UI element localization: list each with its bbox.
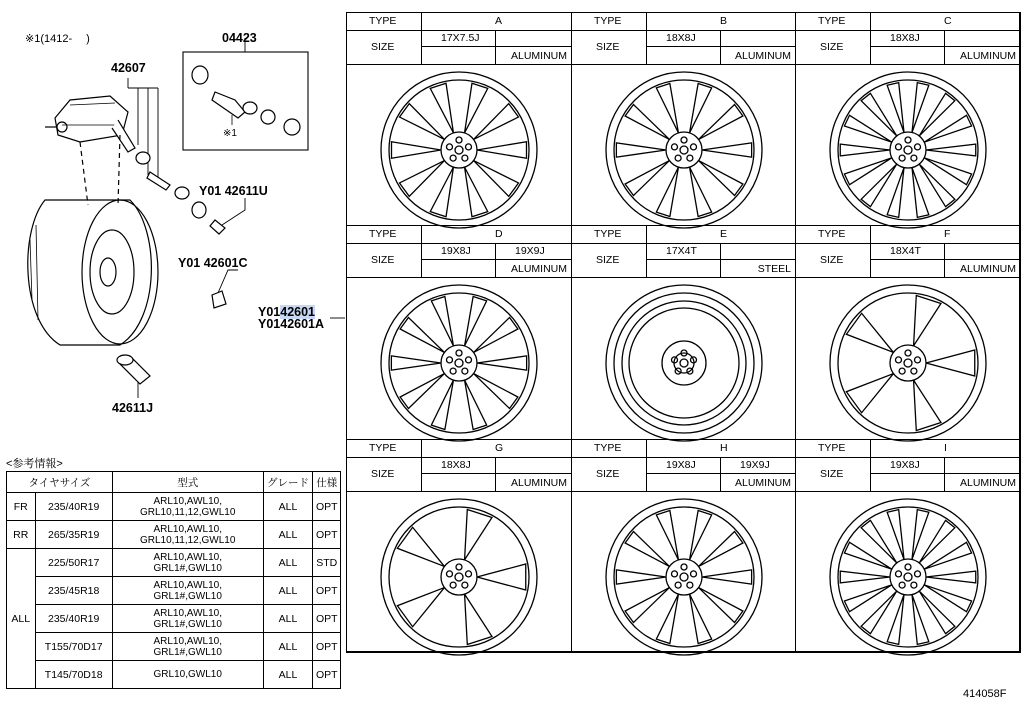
note-mark: ※1: [223, 128, 237, 139]
col-header: 仕様: [313, 472, 341, 493]
wheel-type-e[interactable]: [571, 225, 796, 440]
grade-cell: ALL: [263, 493, 313, 521]
position-cell: ALL: [7, 549, 36, 689]
spec-cell: OPT: [313, 633, 341, 661]
grade-cell: ALL: [263, 521, 313, 549]
type-header: TYPE: [369, 442, 397, 454]
size-value-1: 18X8J: [890, 32, 920, 44]
type-header: TYPE: [818, 228, 846, 240]
part-04423-label[interactable]: 04423: [222, 31, 257, 45]
model-cell: ARL10,AWL10, GRL1#,GWL10: [112, 605, 263, 633]
tire-size-cell: 235/40R19: [35, 493, 112, 521]
table-row: [7, 521, 341, 549]
part-42607-label[interactable]: 42607: [111, 61, 146, 75]
wheel-type-f[interactable]: [795, 225, 1021, 440]
tire-size-cell: T145/70D18: [35, 661, 112, 689]
type-value: C: [944, 15, 952, 27]
table-row: [7, 633, 341, 661]
size-value-1: 19X8J: [666, 459, 696, 471]
wheel-split-spoke-icon: [599, 492, 769, 662]
wheel-type-g[interactable]: [346, 439, 572, 653]
type-header: TYPE: [369, 228, 397, 240]
size-header: SIZE: [596, 41, 620, 53]
part-42601c-label[interactable]: Y01 42601C: [178, 256, 248, 270]
type-value: D: [495, 228, 503, 240]
valve-cap-icon: [212, 270, 238, 308]
wheel-type-grid: [346, 12, 1020, 652]
tire-icon: [28, 200, 158, 345]
size-header: SIZE: [596, 254, 620, 266]
wheel-type-c[interactable]: [795, 12, 1021, 226]
position-cell: FR: [7, 493, 36, 521]
parts-exploded-diagram: [0, 0, 345, 440]
model-cell: ARL10,AWL10, GRL10,11,12,GWL10: [112, 493, 263, 521]
material-label: ALUMINUM: [734, 477, 791, 489]
size-value-1: 19X8J: [890, 459, 920, 471]
wheel-type-d[interactable]: [346, 225, 572, 440]
col-header: タイヤサイズ: [7, 472, 113, 493]
model-cell: ARL10,AWL10, GRL1#,GWL10: [112, 549, 263, 577]
size-header: SIZE: [820, 468, 844, 480]
material-label: ALUMINUM: [510, 477, 567, 489]
wheel-5-spoke-icon: [823, 278, 993, 448]
type-value: I: [944, 442, 947, 454]
size-header: SIZE: [820, 254, 844, 266]
model-cell: ARL10,AWL10, GRL1#,GWL10: [112, 633, 263, 661]
size-value-1: 17X7.5J: [441, 32, 480, 44]
type-header: TYPE: [594, 15, 622, 27]
table-row: [7, 493, 341, 521]
size-value-1: 18X4T: [890, 245, 921, 257]
type-value: E: [720, 228, 728, 240]
type-value: F: [944, 228, 951, 240]
model-cell: ARL10,AWL10, GRL1#,GWL10: [112, 577, 263, 605]
grade-cell: ALL: [263, 605, 313, 633]
size-header: SIZE: [371, 41, 395, 53]
table-row: [7, 577, 341, 605]
type-header: TYPE: [818, 15, 846, 27]
wheel-type-b[interactable]: [571, 12, 796, 226]
wheel-type-i[interactable]: [795, 439, 1021, 653]
note-label: ※1(1412- ): [25, 33, 90, 45]
steel-spare-wheel-icon: [599, 278, 769, 448]
size-value-1: 19X8J: [441, 245, 471, 257]
grade-cell: ALL: [263, 577, 313, 605]
part-42601a-label[interactable]: Y0142601A: [258, 317, 325, 331]
spec-cell: STD: [313, 549, 341, 577]
grade-cell: ALL: [263, 549, 313, 577]
material-label: ALUMINUM: [510, 263, 567, 275]
size-value-1: 17X4T: [666, 245, 697, 257]
material-label: ALUMINUM: [734, 50, 791, 62]
document-id: 414058F: [963, 688, 1007, 700]
table-row: [7, 549, 341, 577]
col-header: グレード: [263, 472, 313, 493]
spec-cell: OPT: [313, 577, 341, 605]
size-value-1: 18X8J: [441, 459, 471, 471]
model-cell: GRL10,GWL10: [112, 661, 263, 689]
part-42611j-label[interactable]: 42611J: [112, 401, 154, 415]
type-header: TYPE: [369, 15, 397, 27]
grade-cell: ALL: [263, 661, 313, 689]
wheel-5-spoke-icon: [374, 492, 544, 662]
tire-size-cell: 225/50R17: [35, 549, 112, 577]
model-cell: ARL10,AWL10, GRL10,11,12,GWL10: [112, 521, 263, 549]
wheel-split-spoke-icon: [599, 65, 769, 235]
spec-cell: OPT: [313, 493, 341, 521]
tire-size-cell: T155/70D17: [35, 633, 112, 661]
wheel-type-h[interactable]: [571, 439, 796, 653]
repair-kit-parts-icon: [192, 66, 300, 135]
size-value-2: 19X9J: [740, 459, 770, 471]
spec-cell: OPT: [313, 605, 341, 633]
wheel-mesh-spoke-icon: [823, 492, 993, 662]
reference-table: [6, 471, 341, 689]
material-label: ALUMINUM: [510, 50, 567, 62]
type-value: A: [495, 15, 503, 27]
spec-cell: OPT: [313, 661, 341, 689]
tpms-sensor-icon: [45, 96, 135, 152]
table-row: [7, 661, 341, 689]
col-header: 型式: [112, 472, 263, 493]
type-value: G: [495, 442, 504, 454]
position-cell: RR: [7, 521, 36, 549]
tire-size-cell: 265/35R19: [35, 521, 112, 549]
spec-cell: OPT: [313, 521, 341, 549]
size-header: SIZE: [371, 468, 395, 480]
type-value: B: [720, 15, 728, 27]
size-value-2: 19X9J: [515, 245, 545, 257]
wheel-mesh-spoke-icon: [823, 65, 993, 235]
type-header: TYPE: [818, 442, 846, 454]
material-label: ALUMINUM: [959, 263, 1016, 275]
tire-size-cell: 235/45R18: [35, 577, 112, 605]
material-label: ALUMINUM: [959, 50, 1016, 62]
part-42611u-label[interactable]: Y01 42611U: [199, 184, 268, 198]
grade-cell: ALL: [263, 633, 313, 661]
size-header: SIZE: [820, 41, 844, 53]
wheel-type-a[interactable]: [346, 12, 572, 226]
tire-size-cell: 235/40R19: [35, 605, 112, 633]
size-value-1: 18X8J: [666, 32, 696, 44]
valve-stem-icon: [117, 355, 150, 398]
material-label: ALUMINUM: [959, 477, 1016, 489]
reference-title: <参考情報>: [6, 458, 63, 470]
table-row: [7, 605, 341, 633]
type-header: TYPE: [594, 442, 622, 454]
wheel-split-spoke-icon: [374, 278, 544, 448]
part-42601-label[interactable]: Y0142601: [258, 305, 316, 319]
material-label: STEEL: [757, 263, 791, 275]
size-header: SIZE: [371, 254, 395, 266]
type-header: TYPE: [594, 228, 622, 240]
type-value: H: [720, 442, 728, 454]
wheel-10-spoke-icon: [374, 65, 544, 235]
size-header: SIZE: [596, 468, 620, 480]
